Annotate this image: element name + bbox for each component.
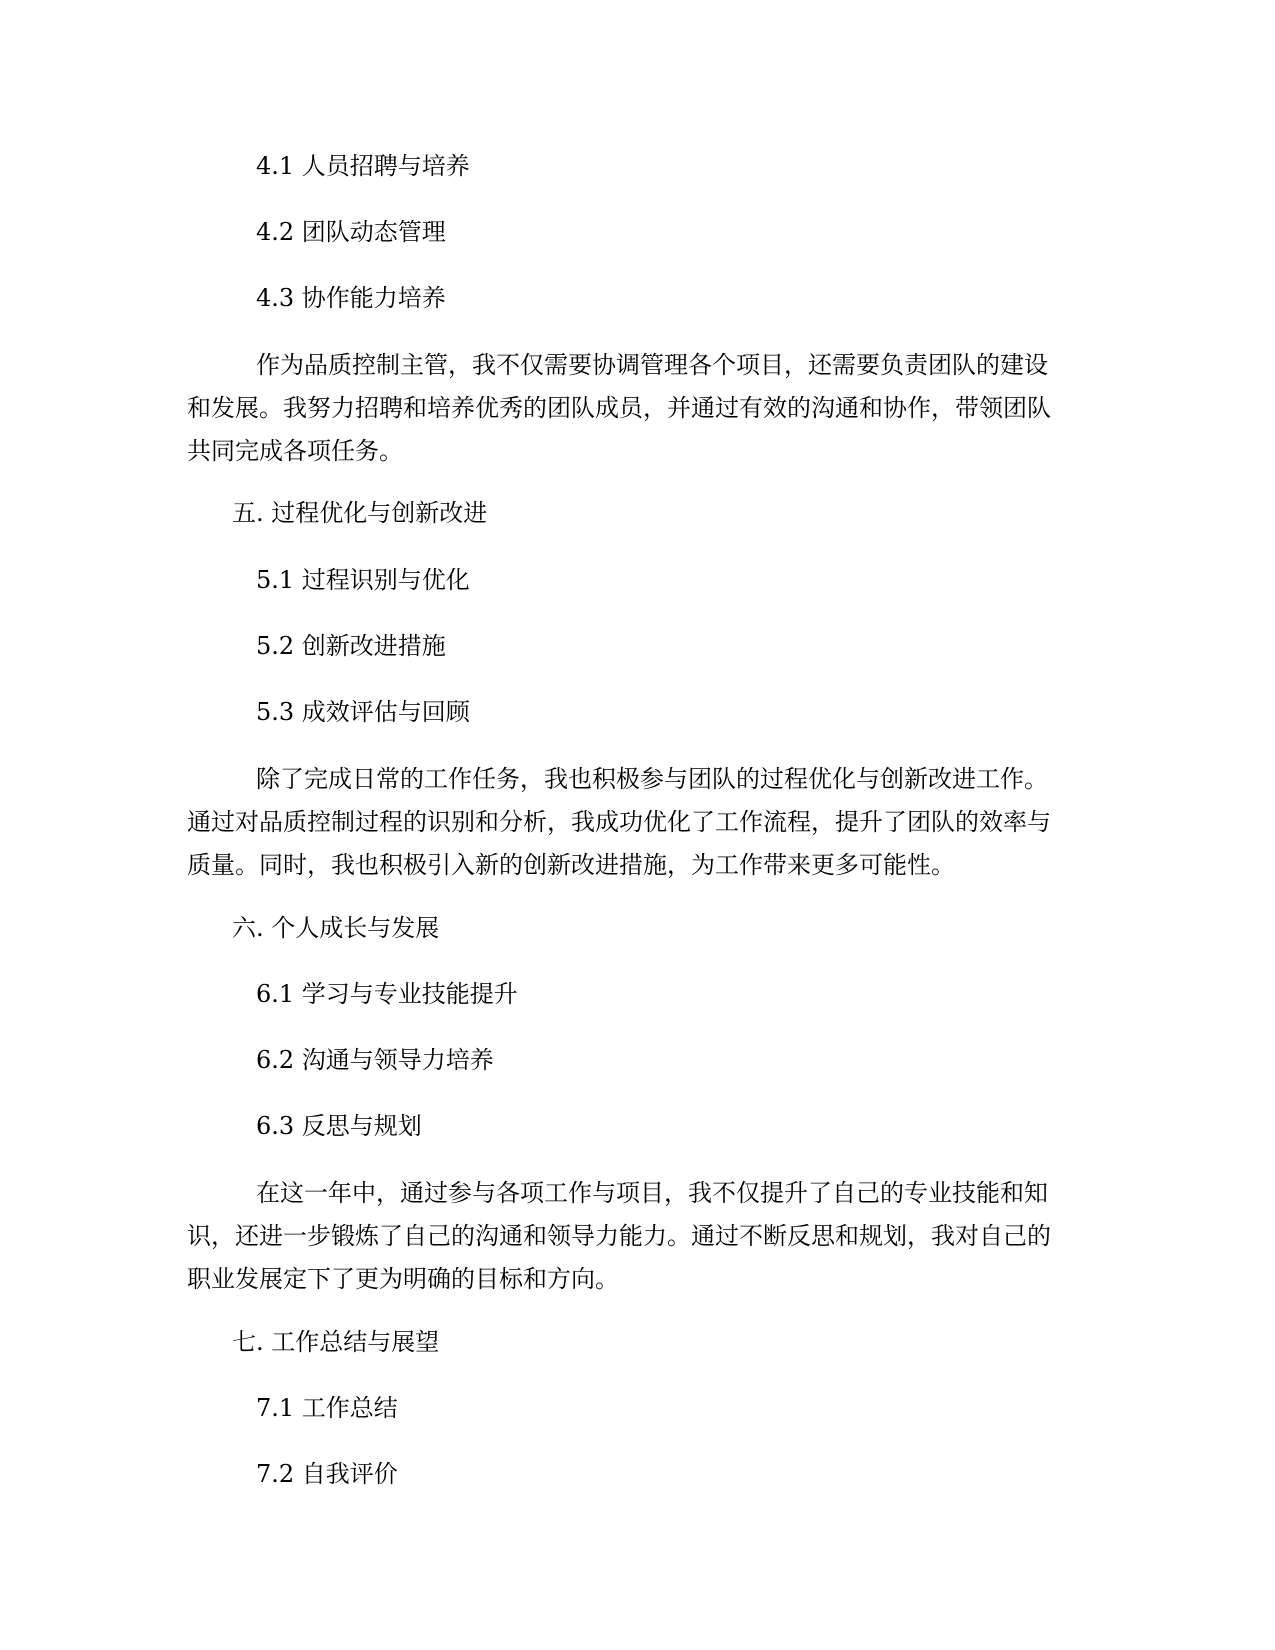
paragraph-line: 识，还进一步锻炼了自己的沟通和领导力能力。通过不断反思和规划，我对自己的 xyxy=(187,1222,1051,1250)
subsection-5-3-heading: 5.3 成效评估与回顾 xyxy=(256,698,470,726)
section-6-heading: 六. 个人成长与发展 xyxy=(232,914,440,942)
subsection-7-1-heading: 7.1 工作总结 xyxy=(256,1394,398,1422)
subsection-6-3-heading: 6.3 反思与规划 xyxy=(256,1112,422,1140)
subsection-4-1-heading: 4.1 人员招聘与培养 xyxy=(256,152,470,180)
paragraph-line: 除了完成日常的工作任务，我也积极参与团队的过程优化与创新改进工作。 xyxy=(256,765,1048,793)
subsection-6-2-heading: 6.2 沟通与领导力培养 xyxy=(256,1046,494,1074)
paragraph-line: 作为品质控制主管，我不仅需要协调管理各个项目，还需要负责团队的建设 xyxy=(256,351,1048,379)
paragraph-line: 在这一年中，通过参与各项工作与项目，我不仅提升了自己的专业技能和知 xyxy=(256,1179,1048,1207)
paragraph-line: 通过对品质控制过程的识别和分析，我成功优化了工作流程，提升了团队的效率与 xyxy=(187,808,1051,836)
paragraph-line: 和发展。我努力招聘和培养优秀的团队成员，并通过有效的沟通和协作，带领团队 xyxy=(187,394,1051,422)
subsection-5-1-heading: 5.1 过程识别与优化 xyxy=(256,566,470,594)
section-7-heading: 七. 工作总结与展望 xyxy=(232,1328,440,1356)
paragraph-line: 职业发展定下了更为明确的目标和方向。 xyxy=(187,1265,619,1293)
paragraph-line: 质量。同时，我也积极引入新的创新改进措施，为工作带来更多可能性。 xyxy=(187,851,955,879)
subsection-5-2-heading: 5.2 创新改进措施 xyxy=(256,632,446,660)
subsection-4-3-heading: 4.3 协作能力培养 xyxy=(256,284,446,312)
subsection-4-2-heading: 4.2 团队动态管理 xyxy=(256,218,446,246)
subsection-6-1-heading: 6.1 学习与专业技能提升 xyxy=(256,980,518,1008)
section-5-heading: 五. 过程优化与创新改进 xyxy=(232,499,488,527)
subsection-7-2-heading: 7.2 自我评价 xyxy=(256,1460,398,1488)
paragraph-line: 共同完成各项任务。 xyxy=(187,437,403,465)
